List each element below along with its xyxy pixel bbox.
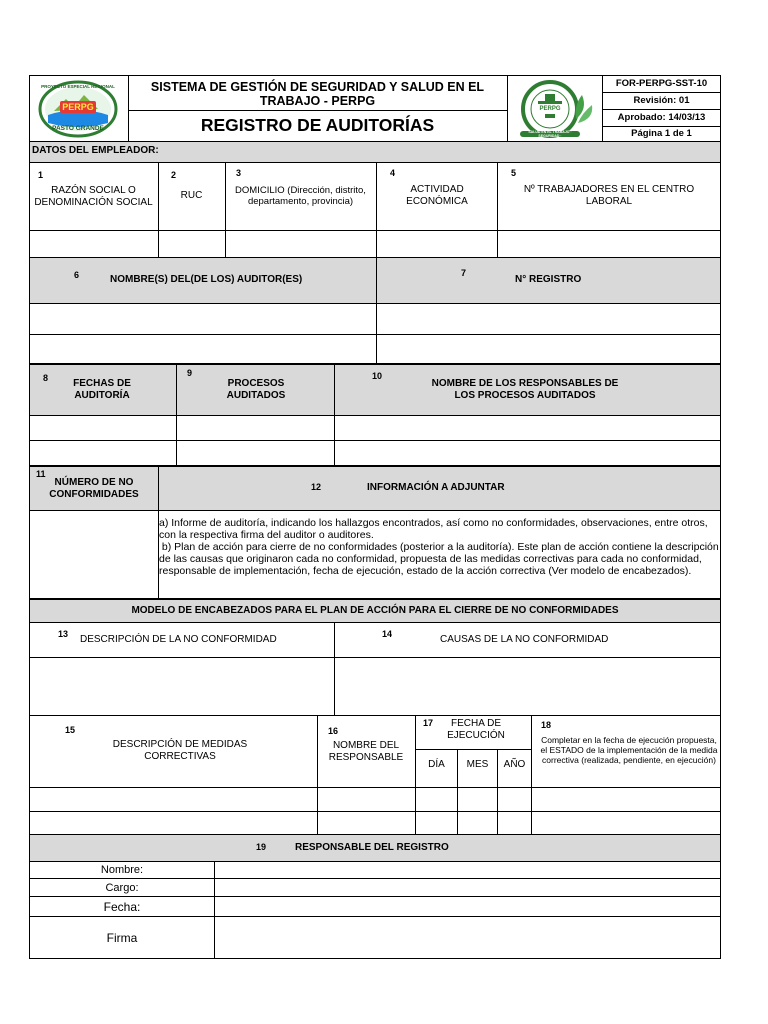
attach-info-label: INFORMACIÓN A ADJUNTAR [367, 482, 505, 493]
registry-responsible-title: RESPONSABLE DEL REGISTRO [295, 842, 449, 853]
audit-dates-label: FECHAS DE AUDITORÍA [73, 378, 131, 401]
signature-field[interactable] [215, 917, 720, 958]
execution-date-label: FECHA DE EJECUCIÓN [447, 718, 505, 741]
execution-month-input-1[interactable] [458, 788, 496, 810]
field-number-1: 1 [38, 170, 44, 180]
attach-info-item-a: a) Informe de auditoría, indicando los hallazgos encontrados, así como no conformidades, observaciones, entre otros, con la respectiva firma del auditor o auditores. [159, 517, 708, 541]
ruc-label: RUC [180, 190, 203, 201]
address-label: DOMICILIO (Dirección, distrito, departamento, provincia) [235, 185, 366, 207]
date-input[interactable] [215, 897, 720, 916]
employer-section-title: DATOS DEL EMPLEADOR: [29, 141, 721, 163]
field-number-10: 10 [372, 371, 383, 381]
field-number-15: 15 [65, 725, 76, 735]
business-name-input[interactable] [30, 231, 157, 257]
approved-date: Aprobado: 14/03/13 [617, 112, 706, 123]
attach-info-item-b: b) Plan de acción para cierre de no conformidades (posterior a la auditoría). Este plan de acción contiene la descripción de las causas que originaron cada no conformidad, propuesta de las medidas correctivas para cada no conformidad, responsable de implementación, fecha de ejecución, estado de la acción correctiva (Ver modelo de encabezados). [159, 541, 722, 577]
field-number-7: 7 [461, 268, 467, 278]
registry-number-input-1[interactable] [377, 304, 720, 333]
name-input[interactable] [215, 862, 720, 878]
responsible-name-label: NOMBRE DEL RESPONSABLE [328, 740, 404, 763]
economic-activity-input[interactable] [377, 231, 496, 257]
field-number-4: 4 [390, 168, 396, 178]
field-number-17: 17 [423, 718, 434, 728]
field-number-5: 5 [511, 168, 517, 178]
process-owners-label: NOMBRE DE LOS RESPONSABLES DE LOS PROCESOS AUDITADOS [431, 378, 619, 401]
nonconformity-causes-input[interactable] [335, 658, 720, 715]
document-code: FOR-PERPG-SST-10 [615, 78, 708, 89]
field-number-9: 9 [187, 368, 193, 378]
perpg-logo-center-text: PERPG [62, 102, 94, 112]
name-label: Nombre: [100, 864, 144, 876]
month-label: MES [466, 759, 489, 770]
audit-date-input-2[interactable] [30, 441, 175, 465]
nonconformity-causes-label: CAUSAS DE LA NO CONFORMIDAD [440, 634, 609, 645]
field-number-19: 19 [256, 842, 267, 852]
year-label: AÑO [503, 759, 526, 770]
safety-logo-center-text: PERPG [535, 104, 565, 114]
revision: Revisión: 01 [633, 95, 690, 106]
audited-process-input-1[interactable] [177, 416, 333, 439]
field-number-6: 6 [74, 270, 80, 280]
process-owner-input-2[interactable] [335, 441, 720, 465]
perpg-logo-top-text: PROYECTO ESPECIAL REGIONAL [41, 83, 115, 89]
registry-number-input-2[interactable] [377, 335, 720, 363]
document-title: REGISTRO DE AUDITORÍAS [200, 115, 435, 135]
address-input[interactable] [226, 231, 375, 257]
field-number-16: 16 [328, 726, 339, 736]
audited-process-input-2[interactable] [177, 441, 333, 465]
measure-status-input-1[interactable] [532, 788, 720, 810]
field-number-13: 13 [58, 629, 69, 639]
audited-processes-label: PROCESOS AUDITADOS [226, 378, 286, 401]
audit-date-input-1[interactable] [30, 416, 175, 439]
corrective-measures-label: DESCRIPCIÓN DE MEDIDAS CORRECTIVAS [112, 739, 248, 762]
corrective-measure-input-1[interactable] [30, 788, 316, 810]
measure-status-input-2[interactable] [532, 812, 720, 834]
field-number-18: 18 [541, 720, 552, 730]
economic-activity-label: ACTIVIDAD ECONÓMICA [406, 184, 468, 207]
auditor-name-input-2[interactable] [30, 335, 375, 363]
auditor-name-input-1[interactable] [30, 304, 375, 333]
field-number-8: 8 [43, 373, 49, 383]
nonconformity-description-label: DESCRIPCIÓN DE LA NO CONFORMIDAD [80, 634, 277, 645]
status-instructions-label: Completar en la fecha de ejecución propuesta, el ESTADO de la implementación de la medida correctiva (realizada, pendiente, en ejecución) [540, 735, 718, 765]
attach-info-text [159, 517, 722, 577]
perpg-logo-bottom-text: PASTO GRANDE [52, 125, 104, 132]
field-number-11: 11 [36, 469, 46, 479]
process-owner-input-1[interactable] [335, 416, 720, 439]
worker-count-label: Nº TRABAJADORES EN EL CENTRO LABORAL [523, 184, 695, 207]
field-number-12: 12 [311, 482, 322, 492]
field-number-14: 14 [382, 629, 393, 639]
measure-responsible-input-1[interactable] [318, 788, 414, 810]
ruc-input[interactable] [159, 231, 224, 257]
worker-count-input[interactable] [498, 231, 720, 257]
system-title: SISTEMA DE GESTIÓN DE SEGURIDAD Y SALUD EN EL TRABAJO - PERPG [150, 79, 485, 108]
corrective-measure-input-2[interactable] [30, 812, 316, 834]
signature-label: Firma [106, 930, 138, 945]
date-label: Fecha: [103, 899, 141, 914]
position-label: Cargo: [105, 881, 139, 894]
measure-responsible-input-2[interactable] [318, 812, 414, 834]
nonconformity-count-input[interactable] [30, 511, 157, 598]
nonconformity-description-input[interactable] [30, 658, 333, 715]
business-name-label: RAZÓN SOCIAL O DENOMINACIÓN SOCIAL [34, 185, 153, 208]
position-input[interactable] [215, 879, 720, 896]
field-number-2: 2 [171, 170, 177, 180]
execution-year-input-1[interactable] [498, 788, 530, 810]
registry-number-label: N° REGISTRO [515, 274, 582, 285]
day-label: DÍA [428, 759, 445, 770]
field-number-3: 3 [236, 168, 242, 178]
action-plan-model-title: MODELO DE ENCABEZADOS PARA EL PLAN DE ACCIÓN PARA EL CIERRE DE NO CONFORMIDADES [29, 599, 721, 623]
execution-day-input-1[interactable] [416, 788, 456, 810]
safety-logo-ring-text: SALUD EN EL TRABAJO · SEGURIDAD · [520, 131, 580, 137]
page-number: Página 1 de 1 [631, 128, 692, 139]
nonconformity-count-label: NÚMERO DE NO CONFORMIDADES [49, 477, 139, 500]
auditor-names-label: NOMBRE(S) DEL(DE LOS) AUDITOR(ES) [110, 274, 303, 285]
